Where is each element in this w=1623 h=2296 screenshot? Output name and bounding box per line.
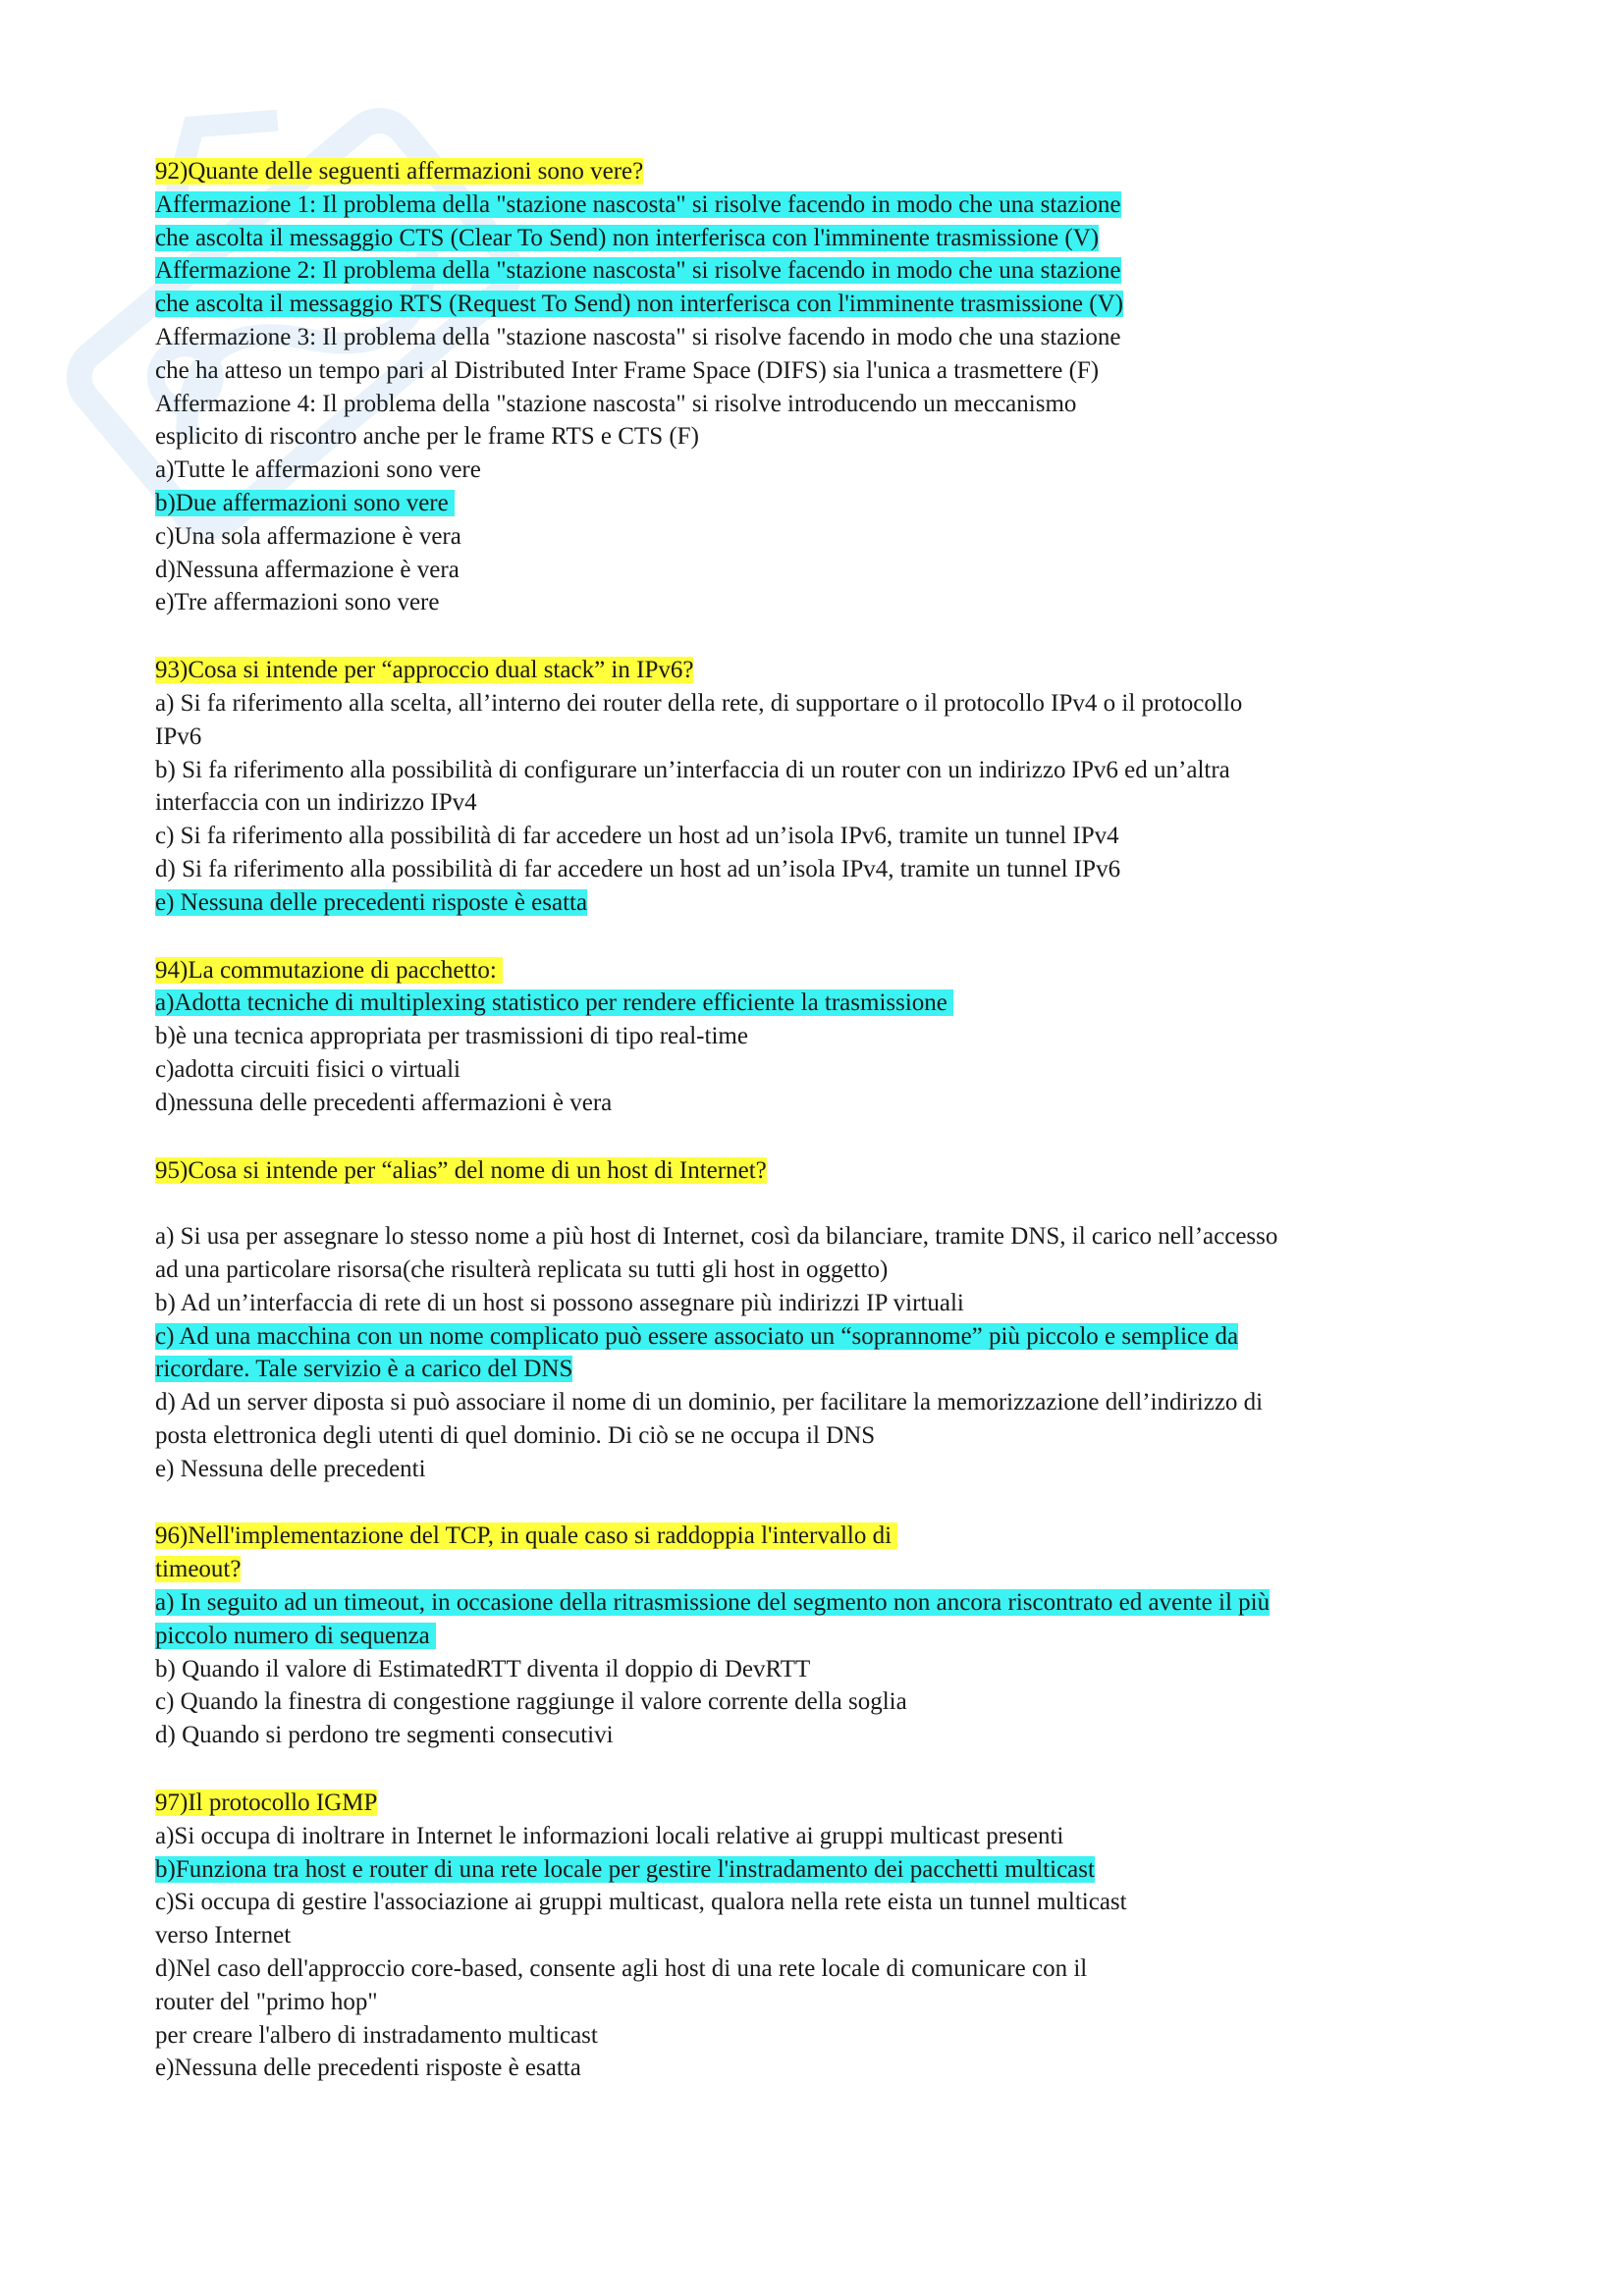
question-title: [155, 654, 1530, 687]
line-text: d) Quando si perdono tre segmenti consecutivi: [155, 1722, 614, 1749]
answer-line: [155, 288, 1530, 321]
answer-line: [155, 1386, 1530, 1419]
line-text: d) Si fa riferimento alla possibilità di far accedere un host ad un’isola IPv4, tramite un tunnel IPv6: [155, 855, 1121, 882]
question-block: [155, 1154, 1530, 1486]
answer-line: [155, 987, 1530, 1020]
line-text: b) Ad un’interfaccia di rete di un host si possono assegnare più indirizzi IP virtuali: [155, 1289, 964, 1316]
line-text: c)Si occupa di gestire l'associazione ai gruppi multicast, qualora nella rete eista un tunnel multicast: [155, 1889, 1127, 1916]
answer-line: [155, 786, 1530, 820]
question-block: [155, 954, 1530, 1120]
line-text: IPv6: [155, 722, 202, 750]
answer-line: [155, 1320, 1530, 1354]
line-text: 95)Cosa si intende per “alias” del nome di un host di Internet?: [155, 1156, 767, 1184]
question-title: [155, 1154, 1530, 1188]
line-text: a) In seguito ad un timeout, in occasione della ritrasmissione del segmento non ancora riscontrato ed avente il più: [155, 1589, 1271, 1617]
line-text: a) Si fa riferimento alla scelta, all’interno dei router della rete, di supportare o il protocollo IPv4 o il protocollo: [155, 689, 1243, 717]
line-text: per creare l'albero di instradamento multicast: [155, 2021, 598, 2049]
line-text: b)Due affermazioni sono vere: [155, 489, 455, 516]
line-text: 93)Cosa si intende per “approccio dual stack” in IPv6?: [155, 657, 694, 684]
blank-line: [155, 1187, 1530, 1220]
answer-line: [155, 222, 1530, 255]
question-title: [155, 954, 1530, 988]
document-page: [155, 155, 1530, 2119]
line-text: Affermazione 2: Il problema della "stazione nascosta" si risolve facendo in modo che una stazione: [155, 257, 1121, 285]
answer-line: [155, 1553, 1530, 1586]
question-block: [155, 155, 1530, 619]
line-text: 92)Quante delle seguenti affermazioni sono vere?: [155, 158, 644, 185]
line-text: timeout?: [155, 1556, 242, 1583]
line-text: c) Si fa riferimento alla possibilità di far accedere un host ad un’isola IPv6, tramite un tunnel IPv4: [155, 823, 1119, 850]
question-title: [155, 1520, 1530, 1553]
line-text: e) Nessuna delle precedenti risposte è esatta: [155, 888, 588, 916]
answer-line: [155, 1853, 1530, 1887]
answer-line: [155, 1620, 1530, 1653]
answer-line: [155, 1952, 1530, 1986]
line-text: 96)Nell'implementazione del TCP, in quale caso si raddoppia l'intervallo di: [155, 1522, 898, 1550]
line-text: interfaccia con un indirizzo IPv4: [155, 789, 477, 817]
line-text: piccolo numero di sequenza: [155, 1622, 437, 1649]
line-text: e)Tre affermazioni sono vere: [155, 589, 440, 616]
answer-line: [155, 1254, 1530, 1287]
answer-line: [155, 321, 1530, 354]
answer-line: [155, 586, 1530, 619]
line-text: d)Nessuna affermazione è vera: [155, 556, 460, 583]
answer-line: [155, 721, 1530, 754]
line-text: router del "primo hop": [155, 1988, 378, 2015]
line-text: b) Quando il valore di EstimatedRTT diventa il doppio di DevRTT: [155, 1655, 811, 1682]
answer-line: [155, 188, 1530, 222]
line-text: e) Nessuna delle precedenti: [155, 1455, 426, 1482]
question-block: [155, 1520, 1530, 1752]
answer-line: [155, 420, 1530, 454]
line-text: che ha atteso un tempo pari al Distributed Inter Frame Space (DIFS) sia l'unica a trasmettere (F): [155, 356, 1100, 384]
answer-line: [155, 1419, 1530, 1453]
line-text: a) Si usa per assegnare lo stesso nome a più host di Internet, così da bilanciare, tramite DNS, il carico nell’accesso: [155, 1223, 1278, 1251]
answer-line: [155, 1986, 1530, 2019]
answer-line: [155, 554, 1530, 587]
answer-line: [155, 520, 1530, 554]
line-text: Affermazione 4: Il problema della "stazione nascosta" si risolve introducendo un meccanismo: [155, 390, 1077, 417]
line-text: ricordare. Tale servizio è a carico del DNS: [155, 1356, 573, 1383]
line-text: b) Si fa riferimento alla possibilità di configurare un’interfaccia di un router con un indirizzo IPv6 ed un’altra: [155, 756, 1230, 783]
answer-line: [155, 254, 1530, 288]
answer-line: [155, 886, 1530, 920]
line-text: d)Nel caso dell'approccio core-based, consente agli host di una rete locale di comunicare con il: [155, 1955, 1088, 1983]
answer-line: [155, 853, 1530, 886]
answer-line: [155, 1053, 1530, 1087]
answer-line: [155, 454, 1530, 487]
question-title: [155, 155, 1530, 188]
answer-line: [155, 1653, 1530, 1686]
line-text: 94)La commutazione di pacchetto:: [155, 956, 504, 984]
question-block: [155, 654, 1530, 919]
line-text: c) Quando la finestra di congestione raggiunge il valore corrente della soglia: [155, 1688, 907, 1716]
answer-line: [155, 2019, 1530, 2053]
line-text: Affermazione 1: Il problema della "stazione nascosta" si risolve facendo in modo che una stazione: [155, 190, 1121, 218]
answer-line: [155, 1353, 1530, 1386]
line-text: c)Una sola affermazione è vera: [155, 522, 461, 550]
line-text: a)Adotta tecniche di multiplexing statistico per rendere efficiente la trasmissione: [155, 989, 954, 1017]
answer-line: [155, 2052, 1530, 2085]
answer-line: [155, 1886, 1530, 1919]
line-text: esplicito di riscontro anche per le frame RTS e CTS (F): [155, 423, 699, 451]
line-text: ad una particolare risorsa(che risulterà replicata su tutti gli host in oggetto): [155, 1255, 889, 1283]
answer-line: [155, 1820, 1530, 1853]
line-text: d)nessuna delle precedenti affermazioni è vera: [155, 1089, 613, 1116]
answer-line: [155, 1685, 1530, 1719]
line-text: che ascolta il messaggio CTS (Clear To Send) non interferisca con l'imminente trasmissione (V): [155, 224, 1100, 251]
answer-line: [155, 1287, 1530, 1320]
answer-line: [155, 1453, 1530, 1486]
answer-line: [155, 487, 1530, 520]
answer-line: [155, 1719, 1530, 1752]
question-block: [155, 1787, 1530, 2085]
line-text: b)è una tecnica appropriata per trasmissioni di tipo real-time: [155, 1023, 748, 1050]
answer-line: [155, 1020, 1530, 1053]
line-text: 97)Il protocollo IGMP: [155, 1789, 378, 1817]
line-text: c)adotta circuiti fisici o virtuali: [155, 1055, 460, 1083]
question-title: [155, 1787, 1530, 1820]
line-text: posta elettronica degli utenti di quel dominio. Di ciò se ne occupa il DNS: [155, 1421, 876, 1449]
answer-line: [155, 820, 1530, 853]
line-text: che ascolta il messaggio RTS (Request To Send) non interferisca con l'imminente trasmissione (V): [155, 291, 1123, 318]
line-text: verso Internet: [155, 1922, 292, 1949]
answer-line: [155, 388, 1530, 421]
line-text: b)Funziona tra host e router di una rete locale per gestire l'instradamento dei pacchetti multicast: [155, 1855, 1095, 1883]
answer-line: [155, 1220, 1530, 1254]
line-text: Affermazione 3: Il problema della "stazione nascosta" si risolve facendo in modo che una stazione: [155, 323, 1121, 350]
answer-line: [155, 754, 1530, 787]
answer-line: [155, 1919, 1530, 1952]
answer-line: [155, 354, 1530, 388]
answer-line: [155, 1586, 1530, 1620]
answer-line: [155, 1087, 1530, 1120]
line-text: a)Si occupa di inoltrare in Internet le informazioni locali relative ai gruppi multicast presenti: [155, 1822, 1064, 1849]
line-text: d) Ad un server diposta si può associare il nome di un dominio, per facilitare la memorizzazione dell’indirizzo di: [155, 1389, 1264, 1416]
line-text: c) Ad una macchina con un nome complicato può essere associato un “soprannome” più piccolo e semplice da: [155, 1322, 1239, 1350]
line-text: e)Nessuna delle precedenti risposte è esatta: [155, 2055, 581, 2082]
line-text: a)Tutte le affermazioni sono vere: [155, 456, 481, 484]
answer-line: [155, 687, 1530, 721]
